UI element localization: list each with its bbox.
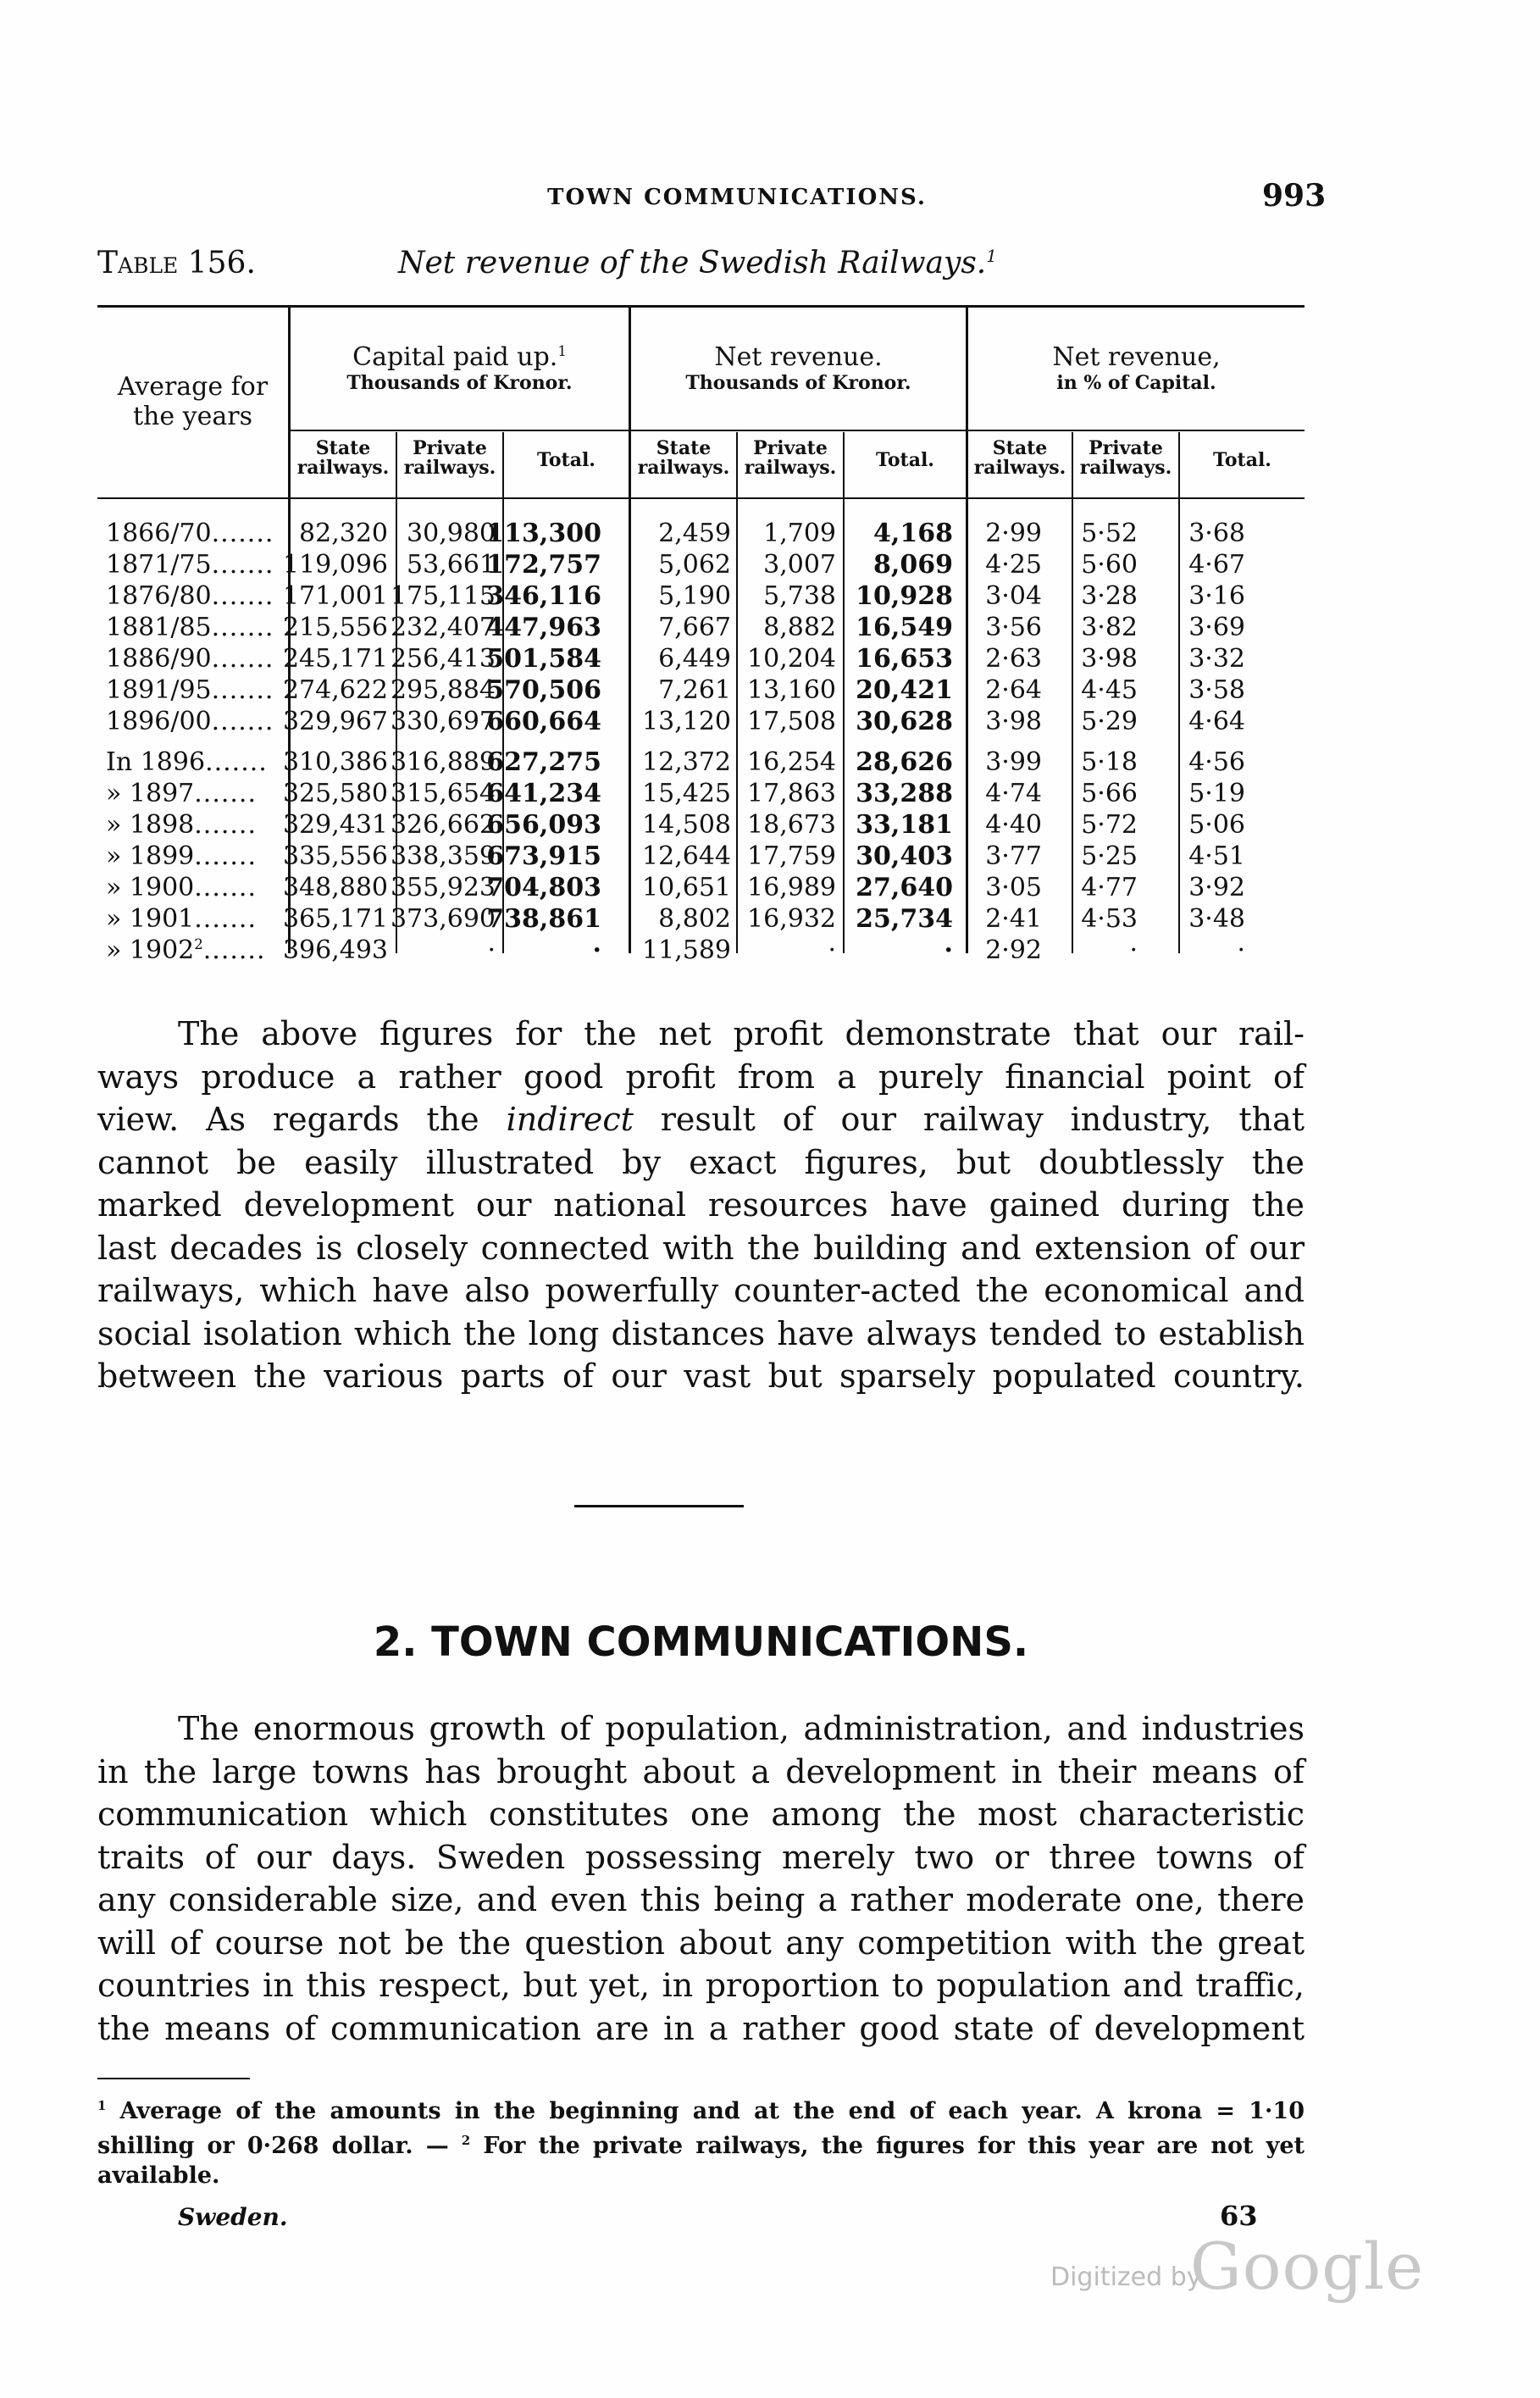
table-cell: 5·52	[1081, 519, 1138, 548]
table-cell: 627,275	[486, 747, 601, 777]
table-cell: 738,861	[486, 904, 601, 934]
table-cell: 17,863	[747, 779, 836, 808]
table-cell: 15,425	[642, 779, 731, 808]
text-line: view. As regards the indirect result of our railway industry, that	[97, 1101, 1305, 1138]
table-cell: 82,320	[299, 519, 388, 548]
table-cell: ·	[944, 935, 953, 965]
table-cell: 6,449	[658, 644, 731, 674]
table-cell: 13,160	[747, 675, 836, 705]
paragraph-town-growth	[97, 1707, 1305, 2050]
header-bottom-rule	[97, 497, 1305, 499]
table-cell: 2·99	[985, 519, 1042, 548]
table-cell: 11,589	[642, 935, 731, 965]
table-cell: 3·04	[985, 581, 1042, 611]
text-line: in the large towns has brought about a development in their means of	[97, 1752, 1305, 1790]
average-years-header: Average for the years	[117, 372, 269, 431]
table-cell: 3·69	[1188, 613, 1245, 642]
table-cell: 7,667	[658, 613, 731, 642]
table-cell: 4,168	[873, 519, 953, 548]
table-cell: 3·68	[1188, 519, 1245, 548]
table-cell: 447,963	[486, 613, 601, 642]
table-cell: 30,403	[856, 841, 953, 871]
table-cell: 28,626	[856, 747, 953, 777]
table-cell: 18,673	[747, 810, 836, 840]
table-cell: 12,372	[642, 747, 731, 777]
table-cell: 175,115	[390, 581, 496, 611]
table-cell: 641,234	[486, 779, 601, 808]
table-cell: 4·25	[985, 550, 1042, 580]
table-cell: ·	[1129, 935, 1138, 965]
text-line: cannot be easily illustrated by exact figures, but doubtlessly the	[97, 1143, 1305, 1181]
row-year: » 1898.......	[106, 810, 258, 840]
table-cell: 3·48	[1188, 904, 1245, 934]
table-cell: 13,120	[642, 707, 731, 736]
table-cell: 16,989	[747, 873, 836, 902]
table-cell: ·	[592, 935, 601, 965]
text-line: ways produce a rather good profit from a purely financial point of	[97, 1057, 1305, 1096]
subcolumn-header: Private railways.	[403, 437, 496, 480]
text-line: social isolation which the long distances have always tended to establish	[97, 1314, 1305, 1352]
text-line: railways, which have also powerfully counter-acted the economical and	[97, 1272, 1305, 1309]
table-cell: 295,884	[390, 675, 496, 705]
table-cell: 215,556	[282, 613, 388, 642]
table-cell: 8,069	[873, 550, 953, 580]
table-cell: 172,757	[486, 550, 601, 580]
table-top-rule	[97, 305, 1305, 308]
table-cell: 16,653	[856, 644, 953, 674]
table-cell: 373,690	[390, 904, 496, 934]
text-line: marked development our national resources have gained during the	[97, 1186, 1305, 1224]
table-cell: 5·29	[1081, 707, 1138, 736]
table-cell: 3·16	[1188, 581, 1245, 611]
table-cell: 5·18	[1081, 747, 1138, 777]
table-cell: 27,640	[856, 873, 953, 902]
table-cell: 3·58	[1188, 675, 1245, 705]
table-cell: 16,549	[856, 613, 953, 642]
table-cell: 656,093	[486, 810, 601, 840]
table-cell: 25,734	[856, 904, 953, 934]
table-cell: 5·72	[1081, 810, 1138, 840]
table-cell: 4·40	[985, 810, 1042, 840]
table-cell: 245,171	[282, 644, 388, 674]
table-cell: 3·28	[1081, 581, 1138, 611]
row-year: » 1901.......	[106, 904, 258, 934]
table-cell: 5·06	[1188, 810, 1245, 840]
table-cell: 10,204	[747, 644, 836, 674]
footnote-rule	[97, 2078, 250, 2079]
table-cell: 30,628	[856, 707, 953, 736]
table-cell: 4·67	[1188, 550, 1245, 580]
table-cell: 5·19	[1188, 779, 1245, 808]
table-cell: 4·77	[1081, 873, 1138, 902]
table-cell: 14,508	[642, 810, 731, 840]
table-cell: 329,967	[282, 707, 388, 736]
table-cell: 113,300	[486, 519, 601, 548]
text-line: traits of our days. Sweden possessing merely two or three towns of	[97, 1838, 1305, 1876]
paragraph-net-profit	[97, 1013, 1305, 1398]
railway-revenue-table	[97, 305, 1305, 974]
table-cell: 256,413	[390, 644, 496, 674]
running-head: TOWN COMMUNICATIONS.	[547, 185, 927, 210]
table-cell: ·	[487, 935, 496, 965]
subcolumn-header: Private railways.	[744, 437, 837, 480]
subcolumn-header: State railways.	[296, 437, 390, 480]
row-year: 1866/70.......	[106, 519, 274, 548]
row-year: 1896/00.......	[106, 707, 274, 736]
section-divider	[574, 1505, 744, 1507]
digitized-by-label: Digitized by	[1050, 2262, 1202, 2292]
table-cell: 4·74	[985, 779, 1042, 808]
table-cell: 5,062	[658, 550, 731, 580]
table-cell: 3,007	[763, 550, 836, 580]
table-cell: 7,261	[658, 675, 731, 705]
table-cell: 16,254	[747, 747, 836, 777]
row-year: » 1897.......	[106, 779, 258, 808]
table-cell: ·	[828, 935, 836, 965]
table-cell: 310,386	[282, 747, 388, 777]
group-header-net-revenue-percent: Net revenue, in % of Capital.	[1052, 342, 1221, 394]
table-cell: 2,459	[658, 519, 731, 548]
table-cell: 3·98	[1081, 644, 1138, 674]
table-cell: 4·53	[1081, 904, 1138, 934]
table-cell: 274,622	[282, 675, 388, 705]
table-cell: 171,001	[282, 581, 388, 611]
table-cell: 16,932	[747, 904, 836, 934]
table-cell: ·	[1237, 935, 1245, 965]
table-cell: 355,923	[390, 873, 496, 902]
subcolumn-header: State railways.	[973, 437, 1066, 480]
table-cell: 232,407	[390, 613, 496, 642]
subcolumn-header: Total.	[537, 449, 596, 471]
table-cell: 660,664	[486, 707, 601, 736]
subcolumn-header: Total.	[876, 449, 934, 471]
table-cell: 4·51	[1188, 841, 1245, 871]
table-cell: 8,882	[763, 613, 836, 642]
table-cell: 3·99	[985, 747, 1042, 777]
table-cell: 329,431	[282, 810, 388, 840]
table-cell: 346,116	[486, 581, 601, 611]
table-cell: 2·64	[985, 675, 1042, 705]
table-cell: 10,928	[856, 581, 953, 611]
table-cell: 17,759	[747, 841, 836, 871]
table-cell: 330,697	[390, 707, 496, 736]
table-cell: 2·41	[985, 904, 1042, 934]
text-line: will of course not be the question about any competition with the great	[97, 1923, 1305, 1962]
table-cell: 20,421	[856, 675, 953, 705]
table-cell: 365,171	[282, 904, 388, 934]
table-cell: 3·56	[985, 613, 1042, 642]
text-line: The above figures for the net profit demonstrate that our rail-	[178, 1015, 1305, 1052]
section-heading: 2. TOWN COMMUNICATIONS.	[373, 1618, 1029, 1666]
row-year: 1876/80.......	[106, 581, 274, 611]
text-line: countries in this respect, but yet, in proportion to population and traffic,	[97, 1967, 1305, 2004]
table-cell: 33,181	[856, 810, 953, 840]
table-cell: 5,738	[763, 581, 836, 611]
row-year: In 1896.......	[106, 747, 268, 777]
page-number: 993	[1262, 178, 1327, 214]
table-cell: 12,644	[642, 841, 731, 871]
table-cell: 17,508	[747, 707, 836, 736]
table-cell: 10,651	[642, 873, 731, 902]
subheader-rule	[291, 430, 1305, 431]
group-header-capital: Capital paid up.$^1$ Thousands of Kronor.	[346, 342, 573, 394]
table-cell: 4·45	[1081, 675, 1138, 705]
row-year: 1891/95.......	[106, 675, 274, 705]
table-cell: 3·98	[985, 707, 1042, 736]
table-cell: 325,580	[282, 779, 388, 808]
table-cell: 335,556	[282, 841, 388, 871]
table-cell: 3·82	[1081, 613, 1138, 642]
subcolumn-header: State railways.	[637, 437, 730, 480]
text-line: between the various parts of our vast but sparsely populated country.	[97, 1357, 1305, 1395]
table-cell: 3·92	[1188, 873, 1245, 902]
table-cell: 704,803	[486, 873, 601, 902]
table-cell: 4·56	[1188, 747, 1245, 777]
table-cell: 396,493	[282, 935, 388, 965]
signature-mark: 63	[1220, 2200, 1258, 2232]
table-cell: 5,190	[658, 581, 731, 611]
table-cell: 33,288	[856, 779, 953, 808]
table-cell: 3·32	[1188, 644, 1245, 674]
footer-title: Sweden.	[178, 2203, 288, 2231]
table-cell: 30,980	[407, 519, 496, 548]
table-cell: 4·64	[1188, 707, 1245, 736]
table-cell: 348,880	[282, 873, 388, 902]
text-line: the means of communication are in a rather good state of development	[97, 2009, 1305, 2047]
row-year: » 1899.......	[106, 841, 258, 871]
table-cell: 119,096	[282, 550, 388, 580]
table-cell: 5·66	[1081, 779, 1138, 808]
footnotes: $^1$ Average of the amounts in the beginning and at the end of each year. A krona = 1·10 shilling or 0·268 dollar. — $^2$ For the private railways, the figures for this year are not yet available.	[97, 2098, 1305, 2189]
table-cell: 5·25	[1081, 841, 1138, 871]
table-cell: 570,506	[486, 675, 601, 705]
row-year: » 1902$^2$.......	[106, 935, 266, 965]
table-cell: 5·60	[1081, 550, 1138, 580]
table-cell: 326,662	[390, 810, 496, 840]
text-line: The enormous growth of population, administration, and industries	[178, 1710, 1305, 1747]
table-cell: 1,709	[763, 519, 836, 548]
text-line: any considerable size, and even this being a rather moderate one, there	[97, 1881, 1305, 1918]
table-label: Table 156.	[97, 246, 256, 280]
row-year: 1886/90.......	[106, 644, 274, 674]
table-cell: 3·77	[985, 841, 1042, 871]
table-cell: 673,915	[486, 841, 601, 871]
row-year: 1881/85.......	[106, 613, 274, 642]
table-cell: 315,654	[390, 779, 496, 808]
row-year: » 1900.......	[106, 873, 258, 902]
table-cell: 53,661	[407, 550, 496, 580]
table-cell: 2·92	[985, 935, 1042, 965]
text-line: communication which constitutes one among the most characteristic	[97, 1796, 1305, 1833]
table-cell: 338,359	[390, 841, 496, 871]
text-line: last decades is closely connected with the building and extension of our	[97, 1229, 1305, 1267]
table-cell: 8,802	[658, 904, 731, 934]
row-year: 1871/75.......	[106, 550, 274, 580]
table-cell: 2·63	[985, 644, 1042, 674]
table-cell: 3·05	[985, 873, 1042, 902]
group-header-net-revenue: Net revenue. Thousands of Kronor.	[685, 342, 911, 394]
subcolumn-header: Total.	[1213, 449, 1271, 471]
table-cell: 501,584	[486, 644, 601, 674]
table-cell: 316,889	[390, 747, 496, 777]
google-watermark: Google	[1190, 2229, 1425, 2304]
subcolumn-header: Private railways.	[1079, 437, 1172, 480]
table-title: Net revenue of the Swedish Railways.$^1$	[398, 246, 997, 280]
